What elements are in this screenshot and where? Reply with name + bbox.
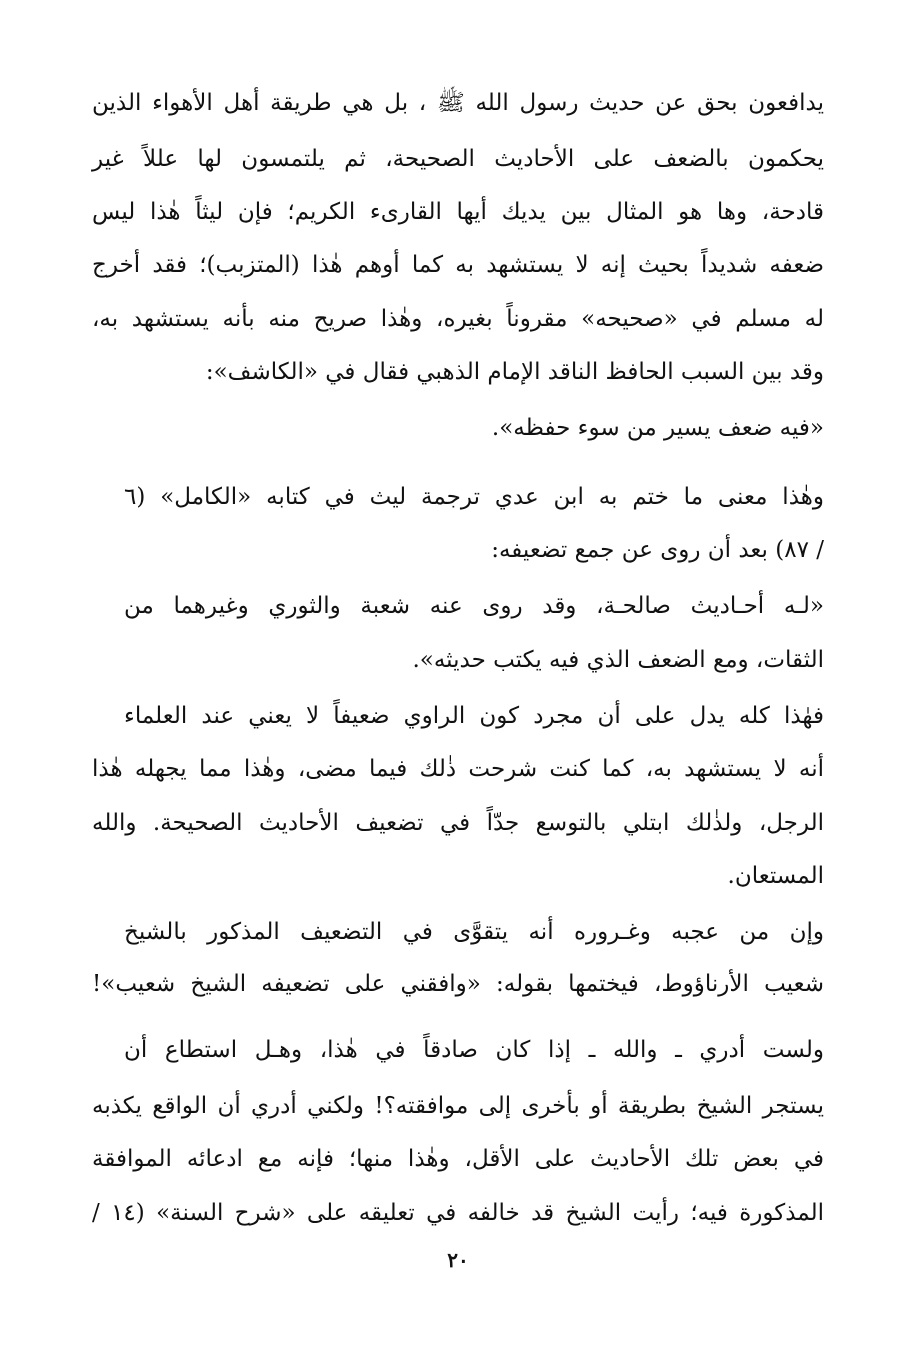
page-number: ٢٠ xyxy=(447,1248,469,1272)
quote-line: «لـه أحـاديث صالحـة، وقد روى عنه شعبة والثوري وغيرهما من xyxy=(124,593,824,619)
text-line: يستجر الشيخ بطريقة أو بأخرى إلى موافقته؟! ولكني أدري أن الواقع يكذبه xyxy=(92,1093,824,1119)
text-line: وقد بين السبب الحافظ الناقد الإمام الذهبي فقال في «الكاشف»: xyxy=(205,359,824,385)
text-line: يدافعون بحق عن حديث رسول الله ﷺ ، بل هي طريقة أهل الأهواء الذين xyxy=(92,90,824,116)
quote-line: «فيه ضعف يسير من سوء حفظه». xyxy=(491,415,824,441)
text-line: شعيب الأرناؤوط، فيختمها بقوله: «وافقني على تضعيفه الشيخ شعيب»! xyxy=(92,971,824,997)
text-line: الرجل، ولذٰلك ابتلي بالتوسع جدّاً في تضعيف الأحاديث الصحيحة. والله xyxy=(92,810,824,836)
text-line: / ٨٧) بعد أن روى عن جمع تضعيفه: xyxy=(491,537,824,563)
text-line: ولست أدري ـ والله ـ إذا كان صادقاً في هٰذا، وهـل استطاع أن xyxy=(124,1037,824,1063)
text-line: المستعان. xyxy=(727,863,824,889)
text-line: فهٰذا كله يدل على أن مجرد كون الراوي ضعيفاً لا يعني عند العلماء xyxy=(124,703,824,729)
text-line: يحكمون بالضعف على الأحاديث الصحيحة، ثم يلتمسون لها عللاً غير xyxy=(92,146,824,172)
text-line: له مسلم في «صحيحه» مقروناً بغيره، وهٰذا صريح منه بأنه يستشهد به، xyxy=(92,306,824,332)
text-line: المذكورة فيه؛ رأيت الشيخ قد خالفه في تعليقه على «شرح السنة» (١٤ / xyxy=(92,1200,824,1226)
quote-line: الثقات، ومع الضعف الذي فيه يكتب حديثه». xyxy=(412,647,824,673)
text-line: قادحة، وها هو المثال بين يديك أيها القارىء الكريم؛ فإن ليثاً هٰذا ليس xyxy=(92,199,824,225)
text-line: أنه لا يستشهد به، كما كنت شرحت ذٰلك فيما مضى، وهٰذا مما يجهله هٰذا xyxy=(92,756,824,782)
text-line: وإن من عجبه وغـروره أنه يتقوَّى في التضعيف المذكور بالشيخ xyxy=(124,919,824,945)
text-line: في بعض تلك الأحاديث على الأقل، وهٰذا منها؛ فإنه مع ادعائه الموافقة xyxy=(92,1146,824,1172)
text-line: وهٰذا معنى ما ختم به ابن عدي ترجمة ليث في كتابه «الكامل» (٦ xyxy=(124,484,824,510)
text-line: ضعفه شديداً بحيث إنه لا يستشهد به كما أوهم هٰذا (المتزبب)؛ فقد أخرج xyxy=(92,252,824,278)
